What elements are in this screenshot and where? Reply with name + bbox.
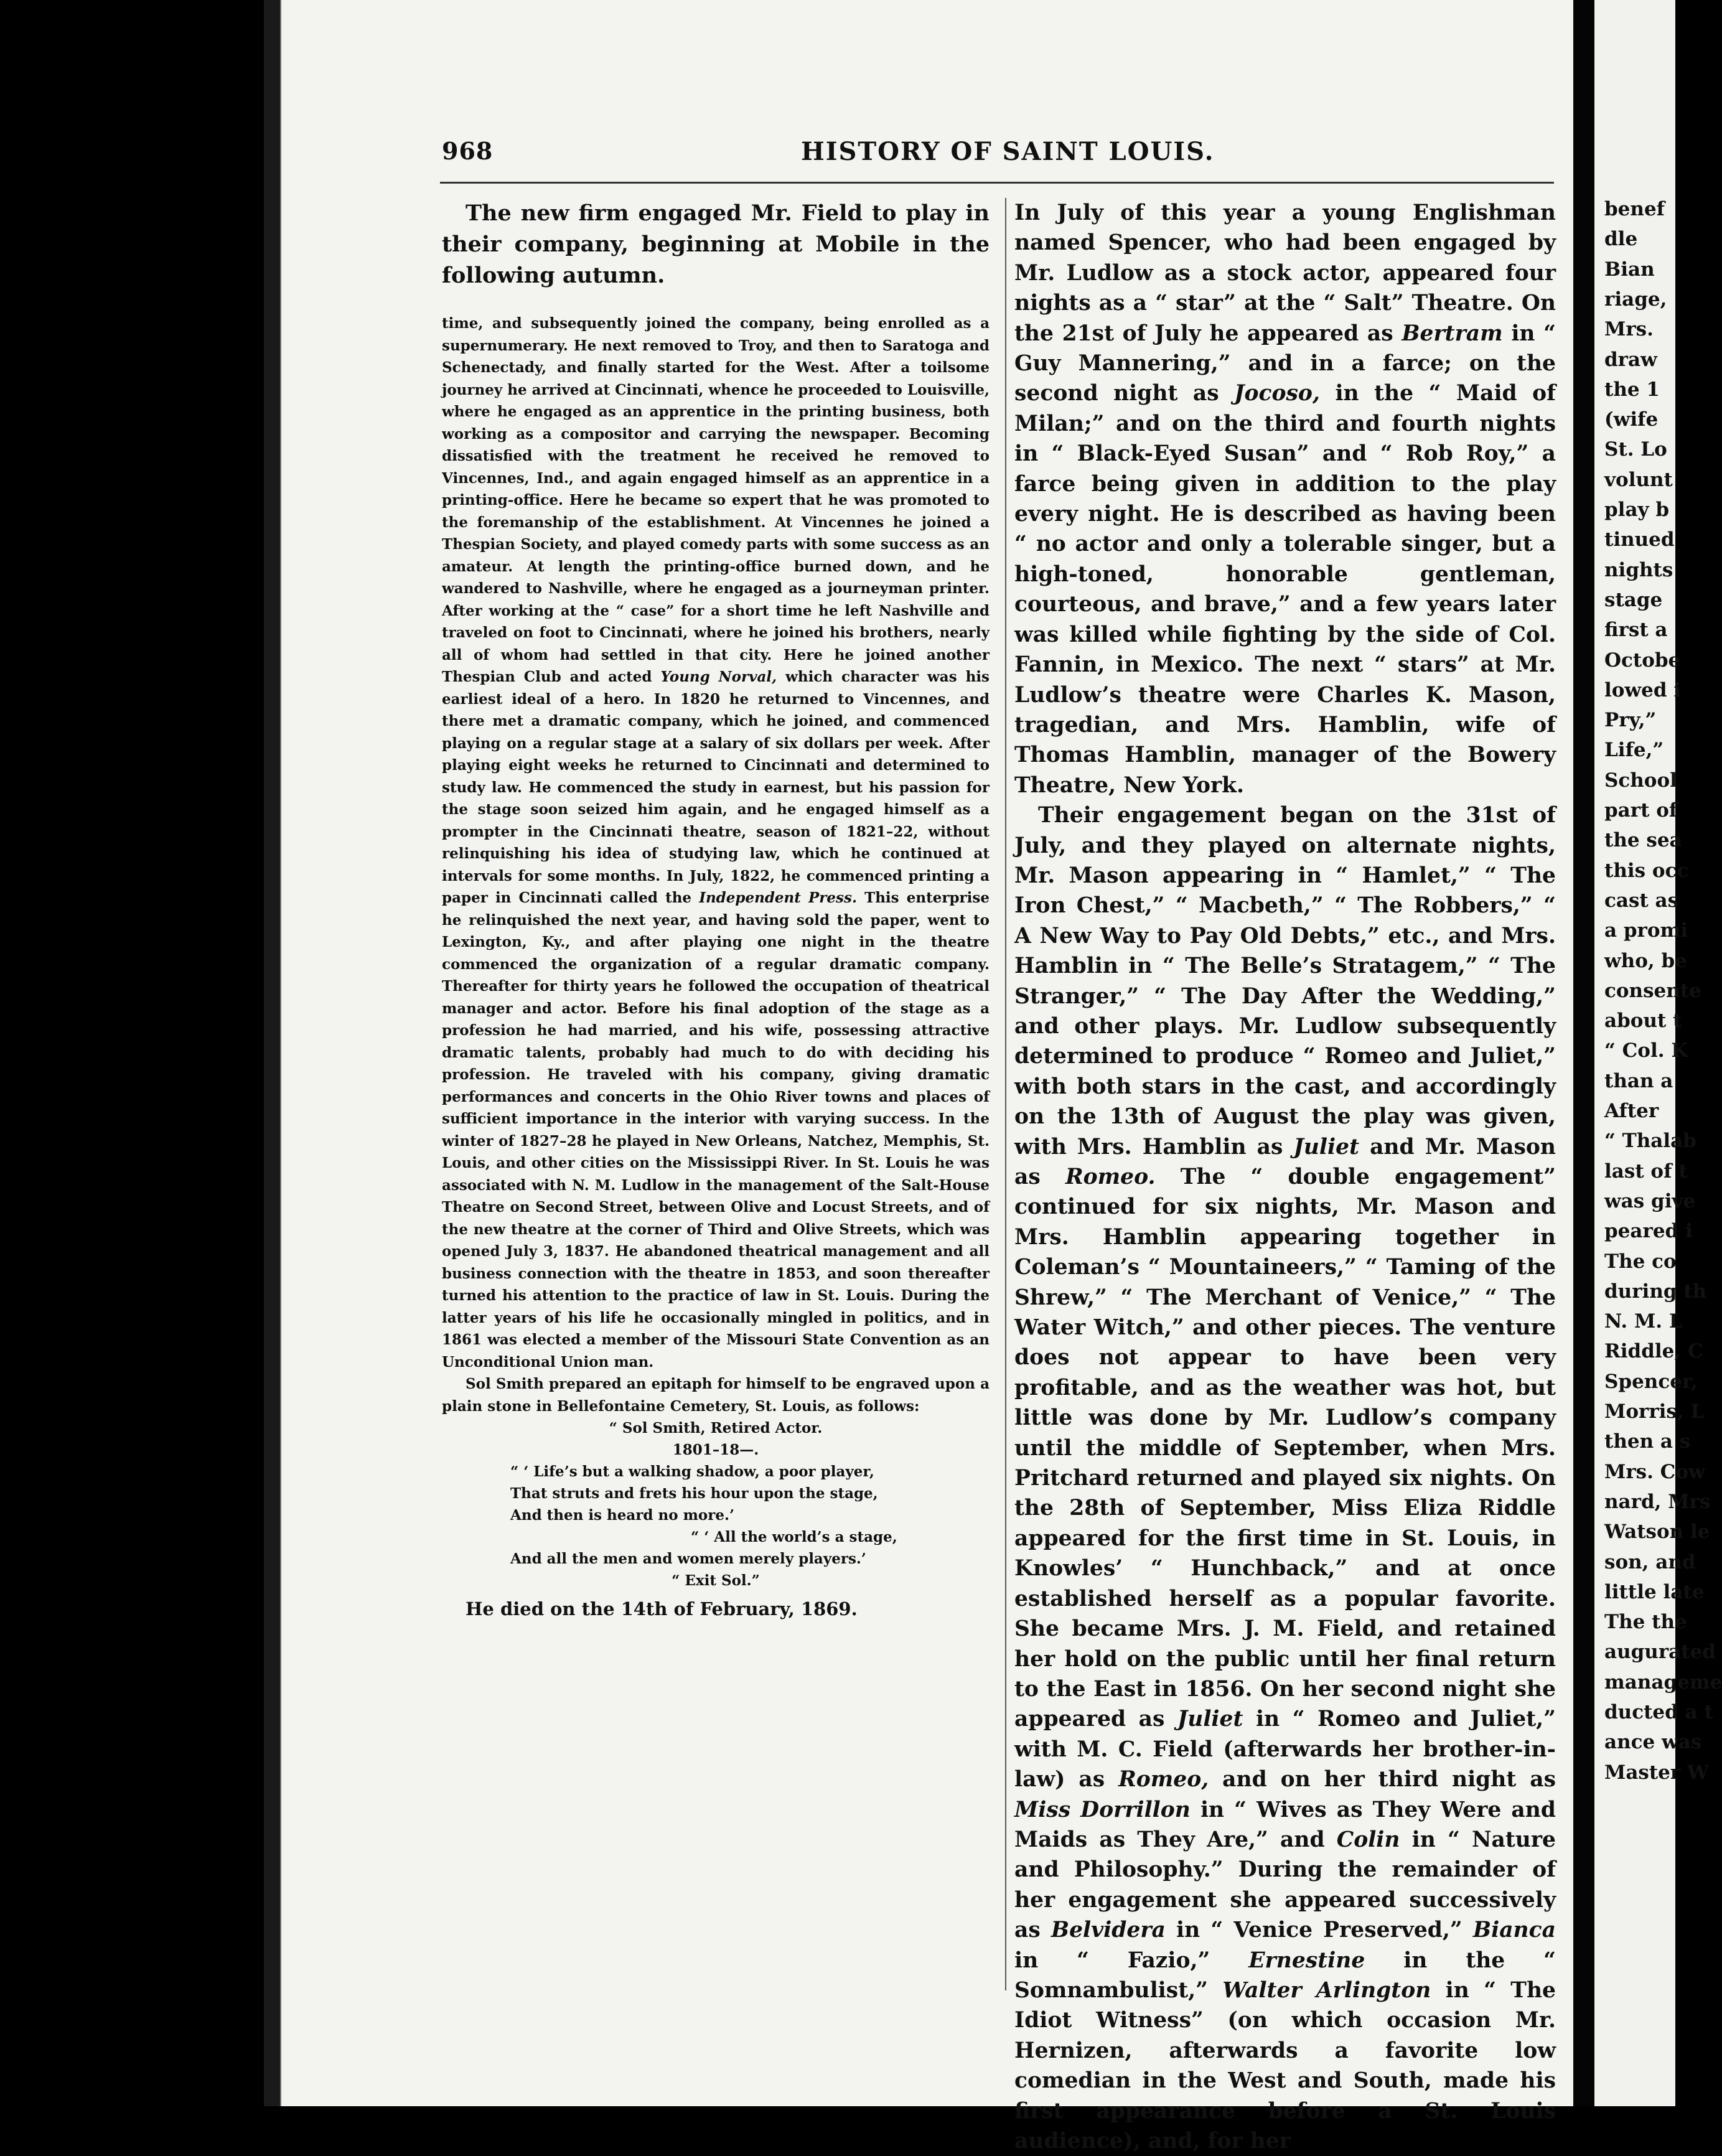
next-page-line-fragment: first a xyxy=(1604,619,1668,642)
epitaph-line: That struts and frets his hour upon the stage, xyxy=(510,1485,878,1502)
next-page-line-fragment: St. Lo xyxy=(1604,438,1667,461)
next-page-line-fragment: The the xyxy=(1604,1611,1687,1634)
next-page-line-fragment: (wife xyxy=(1604,408,1659,431)
next-page-line-fragment: augurated xyxy=(1604,1641,1716,1664)
role-name: Romeo. xyxy=(1065,1165,1156,1189)
next-page-line-fragment: “ Col. K xyxy=(1604,1039,1688,1062)
next-page-line-fragment: lowed i xyxy=(1604,678,1682,701)
epitaph-line: “ ‘ Life’s but a walking shadow, a poor player, xyxy=(510,1463,874,1480)
next-page-line-fragment: N. M. L xyxy=(1604,1310,1683,1333)
next-page-line-fragment: little late xyxy=(1604,1580,1705,1603)
role-name: Colin xyxy=(1336,1827,1400,1852)
role-name: Belvidera xyxy=(1051,1918,1166,1943)
next-page-line-fragment: manageme xyxy=(1604,1671,1722,1694)
next-page-line-fragment: peared i xyxy=(1604,1220,1693,1243)
play-title: Young Norval, xyxy=(660,668,777,685)
role-name: Ernestine xyxy=(1248,1947,1365,1973)
death-date: He died on the 14th of February, 1869. xyxy=(466,1598,858,1619)
role-name: Jocoso, xyxy=(1234,381,1320,406)
book-page xyxy=(281,0,1573,2154)
next-page-line-fragment: The co xyxy=(1604,1250,1677,1273)
role-name: Walter Arlington xyxy=(1222,1977,1431,2003)
header-rule xyxy=(440,182,1554,184)
next-page-line-fragment: draw xyxy=(1604,348,1657,371)
next-page-line-fragment: cast as xyxy=(1604,889,1679,912)
next-page-line-fragment: Mrs. xyxy=(1604,318,1654,341)
next-page-line-fragment: After xyxy=(1604,1100,1659,1122)
next-page-line-fragment: Mrs. Cow xyxy=(1604,1460,1705,1483)
right-column xyxy=(1014,198,1556,2156)
epitaph-intro: Sol Smith prepared an epitaph for himself to be engraved upon a plain stone in Bellefontaine Cemetery, St. Louis, as follows: xyxy=(442,1376,990,1415)
role-name: Miss Dorrillon xyxy=(1014,1797,1191,1822)
next-page-line-fragment: consente xyxy=(1604,979,1701,1002)
next-page-line-fragment: dle xyxy=(1604,228,1638,251)
next-page-line-fragment: nights xyxy=(1604,558,1673,581)
scan-left-margin xyxy=(0,0,281,2106)
role-name: Juliet xyxy=(1293,1134,1360,1160)
epitaph-line: “ ‘ All the world’s a stage, xyxy=(691,1529,897,1545)
role-name: Juliet xyxy=(1177,1707,1243,1732)
next-page-line-fragment: Octobe xyxy=(1604,649,1681,672)
next-page-line-fragment: last of t xyxy=(1604,1160,1688,1183)
next-page-line-fragment: Watson le xyxy=(1604,1521,1710,1544)
epitaph-line: And all the men and women merely players.’ xyxy=(510,1550,866,1567)
next-page-line-fragment: the 1 xyxy=(1604,378,1660,401)
epitaph-line: “ Exit Sol.” xyxy=(671,1572,760,1589)
next-page-line-fragment: nard, Mrs xyxy=(1604,1490,1711,1513)
next-page-line-fragment: Spencer, xyxy=(1604,1370,1698,1393)
body-paragraph: In July of this year a young Englishman named Spencer, who had been engaged by Mr. Ludlow as a stock actor, appeared four nights as a “ star” at the “ Salt” Theatre. On the 21st of July he appeared as Bertram in “ Guy Mannering,” and in a farce; on the second night as Jocoso, in the “ Maid of Milan;” and on the third and fourth nights in “ Black-Eyed Susan” and “ Rob Roy,” a farce being given in addition to the play every night. He is described as having been “ no actor and only a tolerable singer, but a high-toned, honorable gentleman, courteous, and brave,” and a few years later was killed while fighting by the side of Col. Fannin, in Mexico. The next “ stars” at Mr. Ludlow’s theatre were Charles K. Mason, tragedian, and Mrs. Hamblin, wife of Thomas Hamblin, manager of the Bowery Theatre, New York. xyxy=(1014,200,1556,798)
next-page-line-fragment: stage xyxy=(1604,588,1663,611)
next-page-line-fragment: Pry,” xyxy=(1604,709,1657,732)
adjacent-page-edge xyxy=(1594,0,1722,2106)
next-page-line-fragment: part of xyxy=(1604,799,1678,822)
next-page-line-fragment: who, be xyxy=(1604,949,1687,972)
next-page-line-fragment: Riddle, C xyxy=(1604,1340,1703,1363)
next-page-line-fragment: then a s xyxy=(1604,1430,1691,1453)
next-page-line-fragment: Master W xyxy=(1604,1761,1709,1784)
next-page-line-fragment: tinued xyxy=(1604,528,1675,551)
next-page-line-fragment: son, and xyxy=(1604,1550,1696,1573)
next-page-line-fragment: play b xyxy=(1604,499,1670,521)
next-page-line-fragment: Bian xyxy=(1604,258,1655,281)
column-divider xyxy=(1005,198,1006,1990)
role-name: Bianca xyxy=(1472,1918,1556,1943)
left-column xyxy=(442,198,990,1621)
running-head: HISTORY OF SAINT LOUIS. xyxy=(801,137,1215,166)
footnote-paragraph: time, and subsequently joined the company, being enrolled as a supernumerary. He next removed to Troy, and then to Saratoga and Schenectady, and finally started for the West. After a toilsome journey he arrived at Cincinnati, whence he proceeded to Louisville, where he engaged as an apprentice in the printing business, both working as a compositor and carrying the newspaper. Becoming dissatisfied with the treatment he received he removed to Vincennes, Ind., and again engaged himself as an apprentice in a printing-office. Here he became so expert that he was promoted to the foremanship of the establishment. At Vincennes he joined a Thespian Society, and played comedy parts with some success as an amateur. At length the printing-office burned down, and he wandered to Nashville, where he engaged as a journeyman printer. After working at the “ case” for a short time he left Nashville and traveled on foot to Cincinnati, where he joined his brothers, nearly all of whom had settled in that city. Here he joined another Thespian Club and acted Young Norval, which character was his earliest ideal of a hero. In 1820 he returned to Vincennes, and there met a dramatic company, which he joined, and commenced playing on a regular stage at a salary of six dollars per week. After playing eight weeks he returned to Cincinnati and determined to study law. He commenced the study in earnest, but his passion for the stage soon seized him again, and he engaged himself as a prompter in the Cincinnati theatre, season of 1821–22, without relinquishing his idea of studying law, which he continued at intervals for some months. In July, 1822, he commenced printing a paper in Cincinnati called the Independent Press. This enterprise he relinquished the next year, and having sold the paper, went to Lexington, Ky., and after playing one night in the theatre commenced the organization of a regular dramatic company. Thereafter for thirty years he followed the occupation of theatrical manager and actor. Before his final adoption of the stage as a profession he had married, and his wife, possessing attractive dramatic talents, probably had much to do with deciding his profession. He traveled with his company, giving dramatic performances and concerts in the Ohio River towns and places of sufficient importance in the interior with varying success. In the winter of 1827–28 he played in New Orleans, Natchez, Memphis, St. Louis, and other cities on the Mississippi River. In St. Louis he was associated with N. M. Ludlow in the management of the Salt-House Theatre on Second Street, between Olive and Locust Streets, and of the new theatre at the corner of Third and Olive Streets, which was opened July 3, 1837. He abandoned theatrical management and all business connection with the theatre in 1853, and soon thereafter turned his attention to the practice of law in St. Louis. During the latter years of his life he occasionally mingled in politics, and in 1861 was elected a member of the Missouri State Convention as an Unconditional Union man. xyxy=(442,315,990,1371)
next-page-line-fragment: the sea xyxy=(1604,829,1682,852)
epitaph xyxy=(442,1417,990,1591)
next-page-line-fragment: “ Thalab xyxy=(1604,1130,1696,1153)
role-name: Romeo, xyxy=(1118,1767,1209,1793)
next-page-line-fragment: riage, xyxy=(1604,288,1667,311)
next-page-line-fragment: than a xyxy=(1604,1069,1673,1092)
next-page-line-fragment: this occ xyxy=(1604,859,1689,882)
epitaph-line: 1801–18—. xyxy=(672,1441,759,1458)
next-page-line-fragment: a promi xyxy=(1604,919,1688,942)
next-page-line-fragment: School xyxy=(1604,769,1677,792)
next-page-line-fragment: ducted a t xyxy=(1604,1701,1713,1723)
next-page-line-fragment: benef xyxy=(1604,198,1665,220)
next-page-line-fragment: volunt xyxy=(1604,468,1673,491)
epitaph-line: “ Sol Smith, Retired Actor. xyxy=(609,1420,823,1437)
next-page-line-fragment: was give xyxy=(1604,1189,1696,1212)
binding-gutter xyxy=(1573,0,1594,2106)
epitaph-line: And then is heard no more.’ xyxy=(510,1507,735,1524)
next-page-line-fragment: during th xyxy=(1604,1280,1707,1303)
lead-paragraph: The new firm engaged Mr. Field to play in their company, beginning at Mobile in the following autumn. xyxy=(442,200,990,288)
page-edge-shadow xyxy=(264,0,283,2106)
next-page-line-fragment: Morris, L xyxy=(1604,1400,1705,1423)
next-page-line-fragment: Life,” xyxy=(1604,739,1664,762)
role-name: Bertram xyxy=(1401,321,1503,346)
newspaper-title: Independent Press. xyxy=(699,889,857,906)
next-page-line-fragment: about t xyxy=(1604,1010,1682,1033)
page-number: 968 xyxy=(442,137,494,165)
body-paragraph: Their engagement began on the 31st of July, and they played on alternate nights, Mr. Mason appearing in “ Hamlet,” “ The Iron Chest,” “ Macbeth,” “ The Robbers,” “ A New Way to Pay Old Debts,” etc., and Mrs. Hamblin in “ The Belle’s Stratagem,” “ The Stranger,” “ The Day After the Wedding,” and other plays. Mr. Ludlow subsequently determined to produce “ Romeo and Juliet,” with both stars in the cast, and accordingly on the 13th of August the play was given, with Mrs. Hamblin as Juliet and Mr. Mason as Romeo. The “ double engagement” continued for six nights, Mr. Mason and Mrs. Hamblin appearing together in Coleman’s “ Mountaineers,” “ Taming of the Shrew,” “ The Merchant of Venice,” “ The Water Witch,” and other pieces. The venture does not appear to have been very profitable, and as the weather was hot, but little was done by Mr. Ludlow’s company until the middle of September, when Mrs. Pritchard returned and played six nights. On the 28th of September, Miss Eliza Riddle appeared for the first time in St. Louis, in Knowles’ “ Hunchback,” and at once established herself as a popular favorite. She became Mrs. J. M. Field, and retained her hold on the public until her final return to the East in 1856. On her second night she appeared as Juliet in “ Romeo and Juliet,” with M. C. Field (afterwards her brother-in-law) as Romeo, and on her third night as Miss Dorrillon in “ Wives as They Were and Maids as They Are,” and Colin in “ Nature and Philosophy.” During the remainder of her engagement she appeared successively as Belvidera in “ Venice Preserved,” Bianca in “ Fazio,” Ernestine in the “ Somnambulist,” Walter Arlington in “ The Idiot Witness” (on which occasion Mr. Hernizen, afterwards a favorite low comedian in the West and South, made his first appearance before a St. Louis audience), and, for her xyxy=(1014,803,1556,2154)
next-page-line-fragment: ance was xyxy=(1604,1731,1702,1754)
